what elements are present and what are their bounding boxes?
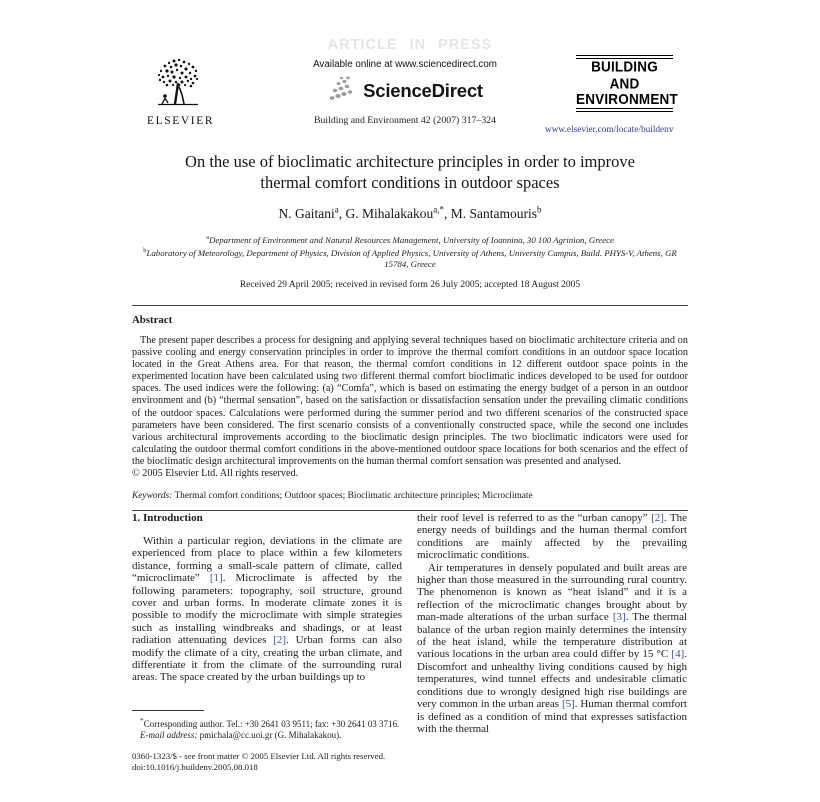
elsevier-logo: [147, 57, 215, 127]
journal-url-link[interactable]: www.elsevier.com/locate/buildenv: [545, 124, 674, 135]
title-block: [132, 151, 688, 290]
journal-cover-logo: [576, 55, 678, 112]
journal-logo-line1: BUILDING AND: [591, 57, 658, 91]
citation-ref-1[interactable]: [1]: [209, 572, 223, 585]
citation-ref-2b[interactable]: [2]: [651, 512, 664, 524]
left-column: [132, 512, 402, 802]
author-list: [132, 204, 688, 222]
footnote-rule: [132, 710, 204, 711]
sciencedirect-wordmark: ScienceDirect: [363, 79, 483, 101]
citation-ref-4[interactable]: [4]: [671, 648, 685, 661]
abstract-bottom-rule: [132, 510, 688, 511]
header-center: [235, 59, 575, 126]
author-2: G. Mihalakakou$^{a,*}$,: [345, 204, 451, 221]
email-line: [132, 730, 402, 741]
abstract-top-rule: [132, 305, 688, 306]
email-address-link[interactable]: pmichala@cc.uoi.gr (G. Mihalakakou).: [197, 730, 342, 740]
logo-bottom-rules: [576, 108, 673, 112]
citation-ref-3[interactable]: [3]: [612, 611, 626, 624]
intro-paragraph-1: Within a particular region, deviations in the climate are experienced from place to place within a few kilometers distance, forming a small-scale pattern of climate, called “microclimate” [1]. Microclimate is affected by the following parameters: topography, soil structure, ground cover and urban forms. In moderate climate zones it is possible to modify the microclimate with simple strategies such as installing windbreaks and shadings, or at least radiation attenuating devices [2]. Urban forms can also modify the climate of a city, creating the urban climate, and differentiate it from the climate of the surrounding rural areas. The space created by the urban buildings up to: [132, 535, 403, 684]
doi-line: doi:10.1016/j.buildenv.2005.08.018: [132, 761, 258, 772]
right-column: [417, 512, 687, 802]
intro-paragraph-3: Air temperatures in densely populated and built areas are higher than those measured in the surrounding rural country. The phenomenon is known as “heat island” and it is a reflection of the microclimatic changes brought about by man-made alterations of the urban surface [3]. The thermal balance of the urban region mainly determines the intensity of the heat island, while the temperature distribution at various locations in the urban area could differ by 15 °C [4]. Discomfort and unhealthy living conditions caused by high temperatures, wind tunnel effects and undesirable climatic conditions due to wrongly designed high rise buildings are very common in the urban areas [5]. Human thermal comfort is defined as a condition of mind that expresses satisfaction with the thermal: [417, 561, 688, 735]
abstract-text: The present paper describes a process for designing and applying several techniques based on bioclimatic architecture criteria and on passive cooling and energy conservation principles in order to improve the thermal comfort conditions in an outdoor space location located in the Great Athens area. For that reason, the thermal comfort conditions in 12 different outdoor space points in the experimented location have been calculated using two different thermal comfort bioclimatic indices developed to be used for outdoor spaces. The used indices were the following: (a) “Comfa”, which is based on estimating the energy budget of a person in an outdoor environment and (b) “thermal sensation”, based on the satisfaction or dissatisfaction sensation under the prevailing climatic conditions of the outdoor spaces. Calculations were performed during the summer period and two different scenarios of the constructed space parameters have been considered. The first scenario consists of a conventionally constructed space, while the second one includes various architectural improvements according to the bioclimatic design principles. The two bioclimatic indicators were used for calculating the outdoor thermal comfort conditions in the above-mentioned outdoor space locations for both scenarios and the effect of the bioclimatic design architectural improvements on the human thermal comfort sensation was presented and analysed.: [132, 335, 688, 467]
footnote-block: [132, 710, 402, 772]
available-online-text: Available online at www.sciencedirect.com: [313, 59, 497, 70]
affiliations: [132, 232, 688, 271]
keywords-line: [132, 491, 688, 501]
front-matter-line: 0360-1323/$ - see front matter © 2005 Elsevier Ltd. All rights reserved.: [132, 751, 386, 761]
intro-paragraph-2: their roof level is referred to as the “urban canopy” [2]. The energy needs of buildings and the human thermal comfort conditions are mainly affected by the prevailing microclimatic conditions.: [417, 512, 687, 562]
abstract-heading: Abstract: [132, 314, 173, 326]
citation-ref-2[interactable]: [2]: [273, 634, 287, 647]
body-columns: [132, 512, 688, 802]
journal-logo-block: [545, 55, 678, 135]
journal-logo-line2: ENVIRONMENT: [576, 90, 678, 108]
elsevier-tree-icon: [151, 96, 205, 113]
corresponding-author-note: *Corresponding author. Tel.: +30 2641 03 9511; fax: +30 2641 03 3716.: [140, 716, 400, 729]
keywords-text: Thermal comfort conditions; Outdoor spaces; Bioclimatic architecture principles; Microclimate: [172, 491, 533, 502]
abstract-section: [132, 305, 688, 511]
abstract-copyright: © 2005 Elsevier Ltd. All rights reserved.: [132, 468, 299, 480]
sciencedirect-logo: [235, 75, 575, 106]
elsevier-wordmark: ELSEVIER: [147, 115, 215, 127]
sciencedirect-dots-icon: [327, 75, 357, 106]
affiliation-a: $^a$Department of Environment and Natural Resources Management, University of Ioannina, 30 100 Agrinion, Greece: [206, 233, 614, 245]
article-in-press-banner: ARTICLE IN PRESS: [327, 37, 493, 53]
received-dates: Received 29 April 2005; received in revised form 26 July 2005; accepted 18 August 2005: [239, 280, 581, 291]
page-title: On the use of bioclimatic architecture principles in order to improve thermal comfort conditions in outdoor spaces: [185, 152, 635, 192]
affiliation-b: $^b$Laboratory of Meteorology, Department of Physics, Division of Applied Physics, University of Athens, University Campus, Build. PHYS-V, Athens, GR 15784, Greece: [143, 247, 677, 270]
author-3: M. Santamouris$^b$: [450, 204, 542, 221]
citation-ref-5[interactable]: [5]: [561, 698, 575, 711]
keywords-label: Keywords:: [132, 491, 173, 502]
author-1: N. Gaitani$^a$,: [278, 204, 346, 221]
email-label: E-mail address:: [140, 730, 198, 740]
section-heading-introduction: 1. Introduction: [132, 512, 203, 524]
journal-citation-line: Building and Environment 42 (2007) 317–324: [313, 115, 497, 126]
